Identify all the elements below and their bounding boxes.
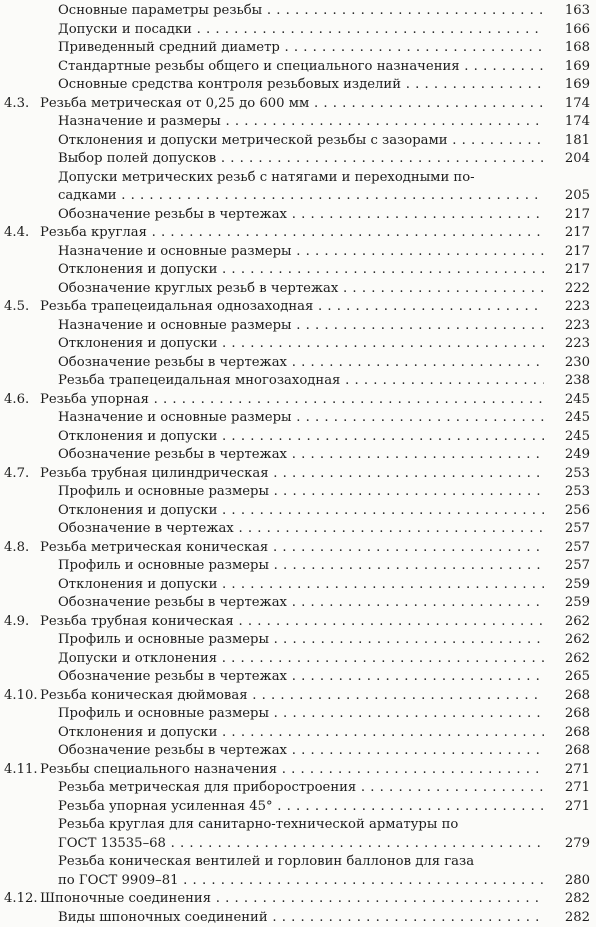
page-number: 223 [548,317,590,335]
page-number: 249 [548,446,590,464]
toc-entry[interactable] [0,169,596,206]
page-number: 265 [548,668,590,686]
entry-title: Резьба трубная коническая . . . [40,613,544,631]
entry-title: Виды шпоночных соединений . . . [58,909,544,927]
toc-entry[interactable] [0,335,596,354]
entry-title: Резьба метрическая от 0,25 до 600 мм . . . [40,95,544,113]
toc-entry[interactable] [0,280,596,299]
page-number: 253 [548,483,590,501]
page-number: 257 [548,520,590,538]
entry-title: Назначение и основные размеры . . . [58,317,544,335]
entry-title: Профиль и основные размеры . . . [58,557,544,575]
page-number: 205 [548,187,590,205]
entry-title: ГОСТ 13535–68 . . . [58,835,544,853]
toc-entry[interactable] [0,742,596,761]
toc-entry[interactable] [0,631,596,650]
entry-title: Назначение и размеры . . . [58,113,544,131]
toc-entry[interactable] [0,243,596,262]
section-number: 4.10. [4,687,38,705]
toc-entry[interactable] [0,853,596,890]
entry-title: Обозначение резьбы в чертежах . . . [58,668,544,686]
page-number: 259 [548,594,590,612]
section-number: 4.12. [4,890,38,908]
toc-entry[interactable] [0,95,596,114]
page-number: 282 [548,890,590,908]
toc-entry[interactable] [0,2,596,21]
entry-title: Резьба трапецеидальная многозаходная . . . [58,372,544,390]
entry-title: Профиль и основные размеры . . . [58,631,544,649]
entry-title: Отклонения и допуски . . . [58,576,544,594]
page-number: 181 [548,132,590,150]
page-number: 268 [548,742,590,760]
toc-entry[interactable] [0,150,596,169]
entry-title: Профиль и основные размеры . . . [58,483,544,501]
page-number: 174 [548,113,590,131]
entry-title: Назначение и основные размеры . . . [58,409,544,427]
page-number: 279 [548,835,590,853]
entry-title: Приведенный средний диаметр . . . [58,39,544,57]
entry-title: Обозначение круглых резьб в чертежах . . . [58,280,544,298]
page-number: 271 [548,779,590,797]
page-number: 223 [548,335,590,353]
page-number: 169 [548,58,590,76]
page-number: 245 [548,409,590,427]
toc-entry[interactable] [0,39,596,58]
entry-title: Стандартные резьбы общего и специального назначения . . . [58,58,544,76]
section-number: 4.9. [4,613,29,631]
entry-title: Резьба коническая дюймовая . . . [40,687,544,705]
toc-entry[interactable] [0,409,596,428]
toc-entry[interactable] [0,724,596,743]
page-number: 271 [548,761,590,779]
entry-title: Шпоночные соединения . . . [40,890,544,908]
entry-title: Допуски и посадки . . . [58,21,544,39]
toc-entry[interactable] [0,113,596,132]
toc-entry[interactable] [0,372,596,391]
entry-title: Резьба трапецеидальная однозаходная . . . [40,298,544,316]
toc-entry[interactable] [0,594,596,613]
page-number: 262 [548,650,590,668]
entry-title: Резьба упорная усиленная 45° . . . [58,798,544,816]
page-number: 259 [548,576,590,594]
entry-title: Резьба круглая . . . [40,224,544,242]
toc-entry[interactable] [0,557,596,576]
entry-title: Обозначение в чертежах . . . [58,520,544,538]
entry-title: Резьба упорная . . . [40,391,544,409]
page-number: 262 [548,613,590,631]
toc-entry[interactable] [0,909,596,927]
section-number: 4.7. [4,465,29,483]
page-number: 168 [548,39,590,57]
toc-entry[interactable] [0,779,596,798]
page-number: 217 [548,224,590,242]
entry-title: Обозначение резьбы в чертежах . . . [58,446,544,464]
section-number: 4.11. [4,761,38,779]
toc-entry[interactable] [0,520,596,539]
toc-entry[interactable] [0,206,596,225]
entry-title: Обозначение резьбы в чертежах . . . [58,206,544,224]
page-number: 223 [548,298,590,316]
page-number: 204 [548,150,590,168]
toc-entry[interactable] [0,613,596,632]
toc-entry[interactable] [0,317,596,336]
entry-title: по ГОСТ 9909–81 . . . [58,872,544,890]
page-number: 253 [548,465,590,483]
page-number: 230 [548,354,590,372]
section-number: 4.3. [4,95,29,113]
entry-title: Отклонения и допуски . . . [58,502,544,520]
toc-entry[interactable] [0,502,596,521]
page-number: 174 [548,95,590,113]
toc-entry[interactable] [0,483,596,502]
page-number: 217 [548,206,590,224]
entry-title: Отклонения и допуски . . . [58,261,544,279]
entry-title: Отклонения и допуски . . . [58,428,544,446]
toc-entry[interactable] [0,890,596,909]
toc-entry[interactable] [0,687,596,706]
toc-entry[interactable] [0,816,596,853]
page-number: 268 [548,687,590,705]
entry-title: Назначение и основные размеры . . . [58,243,544,261]
toc-entry[interactable] [0,224,596,243]
toc-entry[interactable] [0,261,596,280]
page-number: 217 [548,261,590,279]
entry-title-line1: Резьба коническая вентилей и горловин баллонов для газа [58,853,474,871]
entry-title-line1: Резьба круглая для санитарно-технической арматуры по [58,816,458,834]
entry-title: Выбор полей допусков . . . [58,150,544,168]
entry-title: Резьба трубная цилиндрическая . . . [40,465,544,483]
toc-entry[interactable] [0,21,596,40]
toc-entry[interactable] [0,391,596,410]
entry-title: Обозначение резьбы в чертежах . . . [58,594,544,612]
section-number: 4.8. [4,539,29,557]
entry-title: Резьбы специального назначения . . . [40,761,544,779]
page-number: 257 [548,557,590,575]
page-number: 245 [548,428,590,446]
page-number: 169 [548,76,590,94]
page-number: 256 [548,502,590,520]
toc-entry[interactable] [0,76,596,95]
page-number: 268 [548,724,590,742]
page-number: 282 [548,909,590,927]
entry-title: Обозначение резьбы в чертежах . . . [58,742,544,760]
entry-title: Основные параметры резьбы . . . [58,2,544,20]
page-number: 217 [548,243,590,261]
entry-title: Резьба метрическая коническая . . . [40,539,544,557]
entry-title: Обозначение резьбы в чертежах . . . [58,354,544,372]
toc-entry[interactable] [0,761,596,780]
page-number: 268 [548,705,590,723]
toc-entry[interactable] [0,539,596,558]
toc-entry[interactable] [0,298,596,317]
entry-title: Профиль и основные размеры . . . [58,705,544,723]
entry-title: Резьба метрическая для приборостроения . . . [58,779,544,797]
page-number: 257 [548,539,590,557]
section-number: 4.6. [4,391,29,409]
entry-title: Допуски и отклонения . . . [58,650,544,668]
section-number: 4.5. [4,298,29,316]
page-number: 163 [548,2,590,20]
toc-entry[interactable] [0,705,596,724]
toc-entry[interactable] [0,465,596,484]
entry-title: Отклонения и допуски . . . [58,335,544,353]
toc-entry[interactable] [0,668,596,687]
page-number: 238 [548,372,590,390]
toc-entry[interactable] [0,576,596,595]
page-number: 245 [548,391,590,409]
page-number: 166 [548,21,590,39]
entry-title-line1: Допуски метрических резьб с натягами и переходными по- [58,169,475,187]
entry-title: Отклонения и допуски метрической резьбы с зазорами . . . [58,132,544,150]
toc-entry[interactable] [0,354,596,373]
page-number: 222 [548,280,590,298]
entry-title: Основные средства контроля резьбовых изделий . . . [58,76,544,94]
toc-entry[interactable] [0,650,596,669]
page-number: 280 [548,872,590,890]
toc-entry[interactable] [0,58,596,77]
section-number: 4.4. [4,224,29,242]
entry-title: Отклонения и допуски . . . [58,724,544,742]
toc-entry[interactable] [0,428,596,447]
toc-entry[interactable] [0,798,596,817]
page-number: 262 [548,631,590,649]
toc-entry[interactable] [0,446,596,465]
toc-entry[interactable] [0,132,596,151]
page-number: 271 [548,798,590,816]
entry-title: садками . . . [58,187,544,205]
